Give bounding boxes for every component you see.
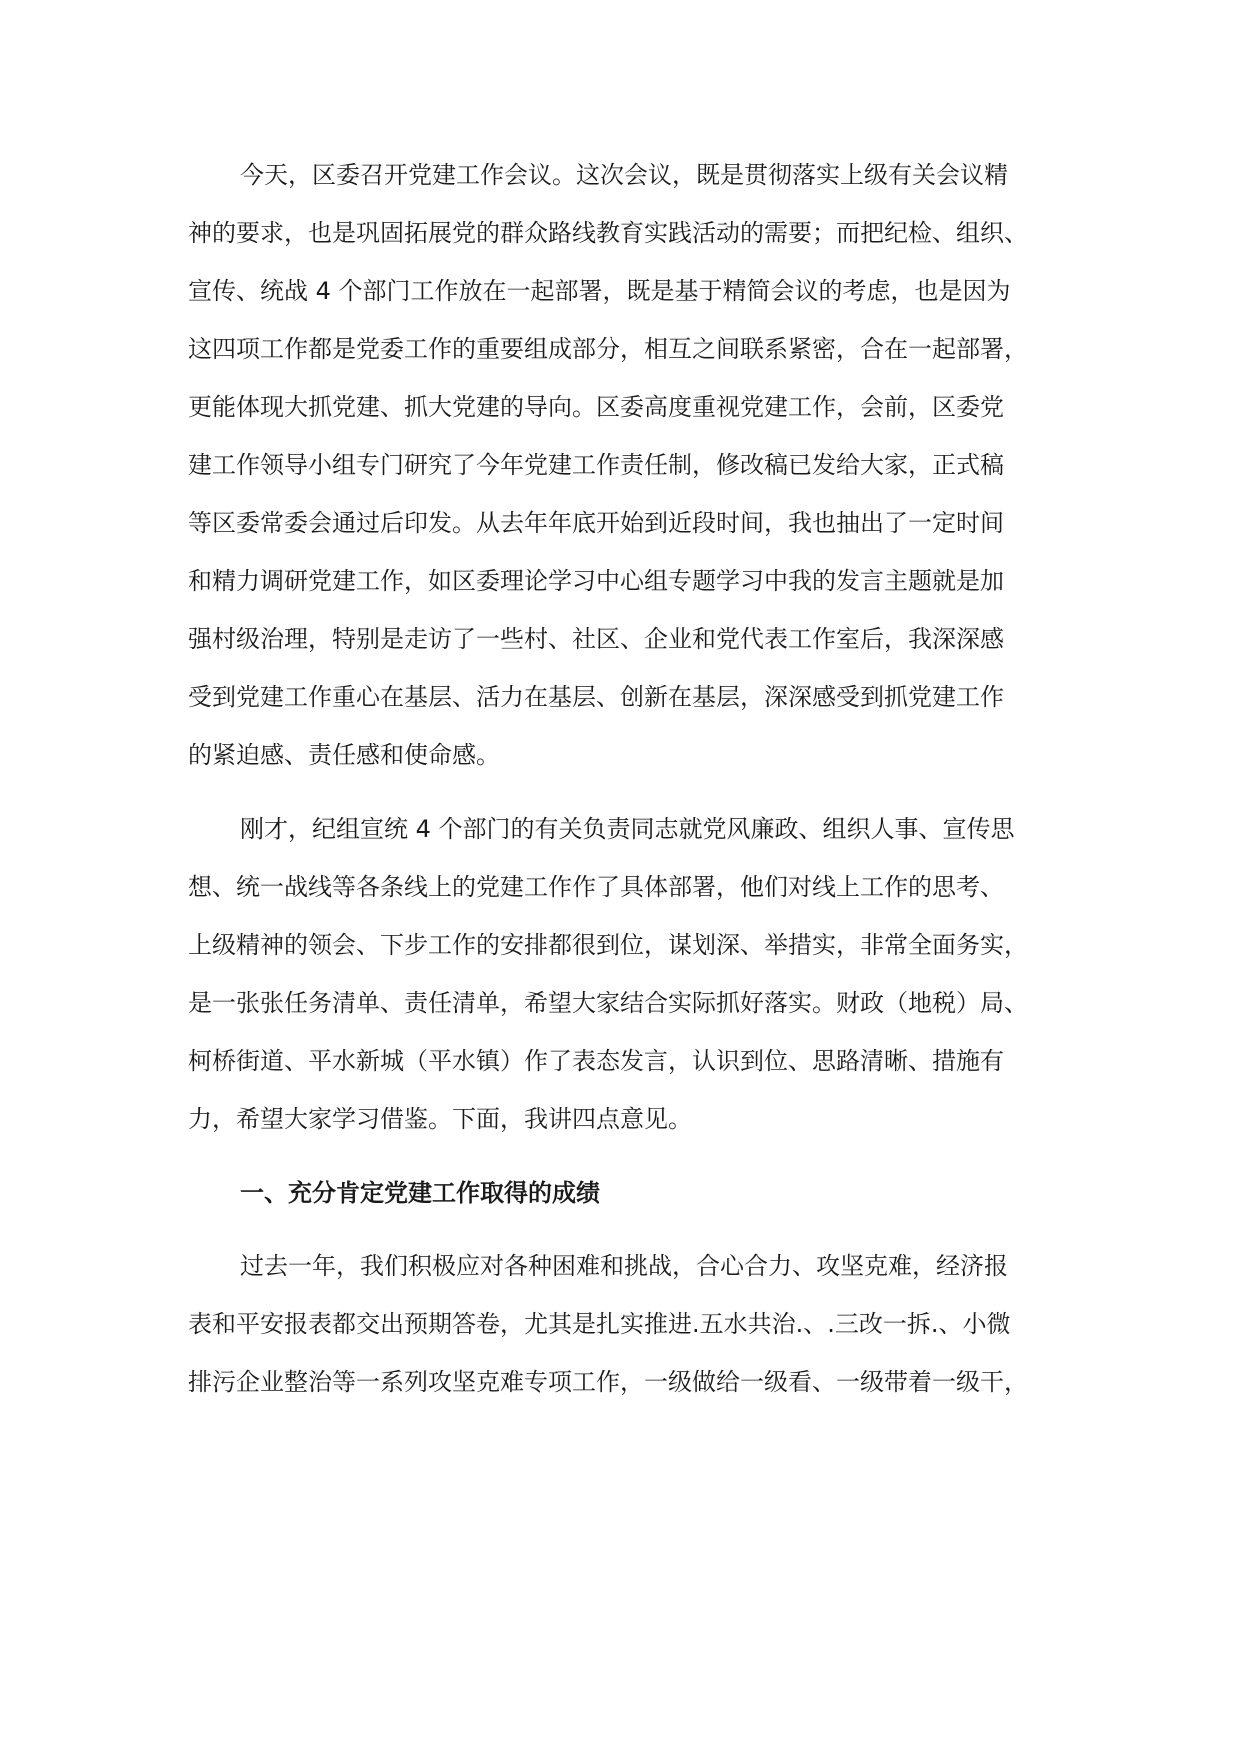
paragraph-1-line-5: 更能体现大抓党建、抓大党建的导向。区委高度重视党建工作，会前，区委党 [188,393,1004,421]
paragraph-1-line-11: 的紧迫感、责任感和使命感。 [188,741,500,769]
paragraph-1-line-1: 今天，区委召开党建工作会议。这次会议，既是贯彻落实上级有关会议精 [240,161,1008,189]
paragraph-1-line-4: 这四项工作都是党委工作的重要组成部分，相互之间联系紧密，合在一起部署， [188,335,1028,363]
paragraph-2-line-3: 上级精神的领会、下步工作的安排都很到位，谋划深、举措实，非常全面务实， [188,931,1028,959]
paragraph-1-line-10: 受到党建工作重心在基层、活力在基层、创新在基层，深深感受到抓党建工作 [188,683,1004,711]
paragraph-2-line-1: 刚才，纪组宣统 4 个部门的有关负责同志就党风廉政、组织人事、宣传思 [240,815,1015,843]
paragraph-1-line-3: 宣传、统战 4 个部门工作放在一起部署，既是基于精简会议的考虑，也是因为 [188,277,1011,305]
paragraph-3-line-2: 表和平安报表都交出预期答卷，尤其是扎实推进.五水共治.、.三改一拆.、小微 [188,1310,1011,1338]
paragraph-1-line-6: 建工作领导小组专门研究了今年党建工作责任制，修改稿已发给大家，正式稿 [188,451,1004,479]
paragraph-1-line-7: 等区委常委会通过后印发。从去年年底开始到近段时间，我也抽出了一定时间 [188,509,1004,537]
paragraph-1-line-2: 神的要求，也是巩固拓展党的群众路线教育实践活动的需要；而把纪检、组织、 [188,219,1028,247]
paragraph-3-line-3: 排污企业整治等一系列攻坚克难专项工作，一级做给一级看、一级带着一级干， [188,1368,1028,1396]
paragraph-2-line-2: 想、统一战线等各条线上的党建工作作了具体部署，他们对线上工作的思考、 [188,873,1004,901]
paragraph-1-line-8: 和精力调研党建工作，如区委理论学习中心组专题学习中我的发言主题就是加 [188,567,1004,595]
paragraph-2-line-6: 力，希望大家学习借鉴。下面，我讲四点意见。 [188,1105,692,1133]
section-heading-1: 一、充分肯定党建工作取得的成绩 [240,1179,600,1207]
paragraph-3-line-1: 过去一年，我们积极应对各种困难和挑战，合心合力、攻坚克难，经济报 [240,1252,1008,1280]
paragraph-2-line-4: 是一张张任务清单、责任清单，希望大家结合实际抓好落实。财政（地税）局、 [188,989,1028,1017]
paragraph-1-line-9: 强村级治理，特别是走访了一些村、社区、企业和党代表工作室后，我深深感 [188,625,1004,653]
paragraph-2-line-5: 柯桥街道、平水新城（平水镇）作了表态发言，认识到位、思路清晰、措施有 [188,1047,1004,1075]
